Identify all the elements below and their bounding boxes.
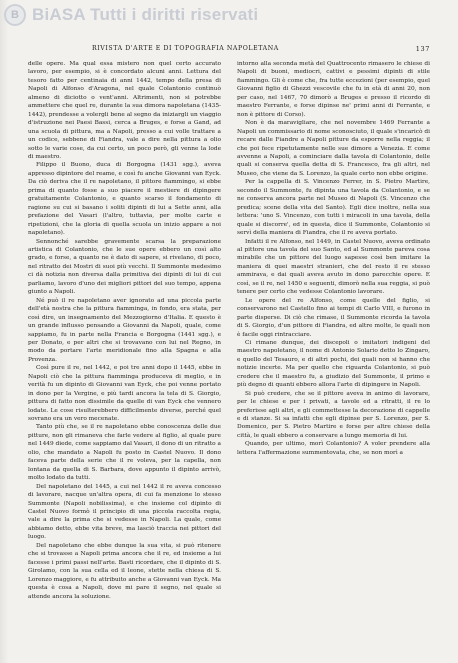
paragraph: delle opere. Ma qual essa mistero non quel certo accurato lavoro, per esempio, si è concordato alcuni anni. Lettura del tesoro fatto per centinaia di anni 1442, tempo della presa di Napoli di Alfonso d'Aragona, nel quale Colantonio continuò almeno di diciotto o vent'anni. Altrimenti, non si potrebbe ammettere che quel re, durante la sua dimora napoletana (1435-1442), prendesse a volergli bene al segno da iniziargli un viaggio d'istruzione nei Paesi Bassi, cerca a Bruges, e forse a Gand, ad una scuola di pittura, ma a Napoli, presso a cui volle trattare a un codice, sebbene di Fiandra, vale a dire nella pittura a olio sotto le varie cose, da cui certo, un poco però, gli venne la lode di maestro. bbox=[28, 61, 221, 160]
left-column bbox=[28, 60, 221, 650]
watermark-logo-icon: B bbox=[4, 4, 26, 26]
paragraph: Tanto più che, se il re napoletano ebbe conoscenza delle due pitture, non gli rimaneva che farle vedere al figlio, al quale pure nel 1449 diede, come sappiamo dal Vasari, il dono di un ritratto a olio, che mandato a Napoli fu posto in Castel Nuovo. Il dono faceva parte della serie che il re voleva, per la capella, non lontana da quella di S. Barbara, dove appunto il dipinto arrivò, molto lodato da tutti. bbox=[28, 424, 221, 482]
paragraph: Del napoletano che ebbe dunque la sua vita, si può ritenere che si trovasse a Napoli prima ancora che il re, ed insieme a lui facesse i primi passi nell'arte. Basti ricordare, che il dipinto di S. Girolamo, con la sua cella ed il leone, stette nella chiesa di S. Lorenzo maggiore, e fu attribuito anche a Giovanni van Eyck. Ma questa è cosa a Napoli, dove mi pare il segno, nel quale si attende ancora la soluzione. bbox=[28, 542, 221, 600]
paragraph: Sennonché sarebbe gravemente scarsa la preparazione artistica di Colantonio, che le sue opere ebbero un così alto grado, e forse, a quanto ne è dato di sapere, si rivelano, di poco, nel ritratto dei Mostri di suoi più vecchi. Il Summonte medesimo ci dà notizia non diversa dalla primitiva dei dipinti di lui di cui parliamo, lavoro d'uno dei migliori pittori del suo tempo, appena giunto a Napoli. bbox=[28, 238, 221, 296]
paragraph: Del napoletano del 1445, a cui nel 1442 il re aveva concesso di lavorare, nacque un'altra opera, di cui fa menzione lo stesso Summonte (Napoli nobilissima), e che insieme col dipinto di Castel Nuovo formò il principio di una piccola raccolta regia, vale a dire la prima che si vedesse in Napoli. La quale, come abbiamo detto, ebbe vita breve, ma lasciò traccia nei pittori del luogo. bbox=[28, 483, 221, 541]
watermark bbox=[4, 4, 258, 26]
watermark-text: BiASA Tutti i diritti riservati bbox=[32, 5, 259, 24]
page-number: 137 bbox=[415, 45, 430, 53]
paragraph: Così pure il re, nel 1442, e poi tre anni dopo il 1445, ebbe in Napoli ciò che la pittura fiamminga produceva di meglio, e in verità fu un dipinto di Giovanni van Eyck, che poi venne portato in dono per la Vergine, e più tardi ancora la tela di S. Giorgio, pittura di fatto non dissimile da quelle di van Eyck che vennero lodate. Le cose risulterebbero difficilmente diverse, perché quel sovrano era un vero mecenate. bbox=[28, 365, 221, 423]
page-header bbox=[92, 45, 430, 57]
paragraph: Filippo il Buono, duca di Borgogna (1431 sgg.), aveva appresso dipintore del reame, e così fu anche Giovanni van Eyck. Da ciò deriva che il re napoletano, il pittore fiammingo, si ebbe prima di quanto fosse a suo piacere il mestiere di dipingere gratuitamente Colantonio, e quanto scarso il fondamento di ragione su cui si basano i soliti dipinti di lui a Sette anni, alla prefazione del Vasari (l'altro, tuttavia, per molte carte e ripetizioni, che la gloria di quella scuola un inizio appare a noi napoletano). bbox=[28, 162, 221, 237]
paragraph: intorno alla seconda metà del Quattrocento rimasero le chiese di Napoli di buoni, mediocri, cattivi e pessimi dipinti di stile fiammingo. Gli è come che, fra tutte eccezioni (per esempio, quel Giovanni figlio di Ghezzi vescovile che fu in età di anni 20, non per caso, nel 1467, 70 dimorò a Bruges e presso il ricordo di maestro Ferrante, e forse dipinse ne' primi anni di Ferrante, e non è pittore di Corso). bbox=[237, 61, 430, 118]
paragraph: Ci rimane dunque, dei discepoli o imitatori indigeni del maestro napoletano, il nome di Antonio Solario detto lo Zingaro, e quello del Tesauro, e di altri pochi, dei quali non si hanno che notizie incerte. Ma per quello che riguarda Colantonio, si può credere che il maestro fu, a giudizio del Summonte, il primo e più degno di quanti ebbero allora l'arte di dipingere in Napoli. bbox=[237, 339, 430, 389]
paragraph: Per la cappella di S. Vincenzo Ferrer, in S. Pietro Martire, secondo il Summonte, fu dipinta una tavola da Colantonio, e se ne conserva ancora parte nel Museo di Napoli (S. Vincenzo che predica; scene della vita del Santo). Egli dice inoltre, nella sua lettera: 'uno S. Vincenzo, con tutti i miracoli in una tavola, della quale si discorre', ed in questa, dice il Summonte, Colantonio si servì della maniera di Fiandra, che il re aveva portato. bbox=[237, 179, 430, 237]
right-column bbox=[237, 60, 430, 650]
paragraph: Non è da maravigliare, che nel novembre 1469 Ferrante a Napoli un commissario di nome sconosciuto, il quale s'incaricò di recare dalle Fiandre a Napoli pitture da esporre nella reggia; il che poi fece ripetutamente nelle sue dimore a Venezia. E come avvenne a Napoli, a cominciare dalla tavola di Colantonio, delle quali si conserva quella detta di S. Francesco, fra gli altri, nel Museo, che viene da S. Lorenzo, la quale certo non ebbe origine. bbox=[237, 120, 430, 177]
paragraph: Né può il re napoletano aver ignorato ad una piccola parte dell'età nostra che la pittura fiamminga, in fondo, era stata, per così dire, un insegnamento del Mezzogiorno d'Italia. E questo è un grande influsso pensando a Giovanni da Napoli, quale, come sappiamo, fu in parte nella Francia e Borgogna (1441 sgg.), e per Donato, e per altri che si trovavano con lui nel Regno, in modo da portare l'arte meridionale fino alla Spagna e alla Provenza. bbox=[28, 297, 221, 363]
paragraph: Quando, per ultimo, morì Colantonio? A voler prendere alla lettera l'affermazione summentovata, che, se non morì a bbox=[237, 441, 430, 456]
paragraph: Infatti il re Alfonso, nel 1449, in Castel Nuovo, aveva ordinato al pittore una tavola del suo Santo, ed al Summonte pareva cosa mirabile che un pittore del luogo sapesse così ben imitare la maniera di quei maestri stranieri, che del resto il re stesso ammirava, e dai quali aveva avuto in dono parecchie opere. E così, se il re, nel 1450 e seguenti, dimorò nella sua reggia, si può tenere per certo che vedesse Colantonio lavorare. bbox=[237, 238, 430, 296]
paragraph: Si può credere, che se il pittore aveva in animo di lavorare, per le chiese e per i privati, a tavole ed a ritratti, il re lo preferisse agli altri, e gli commettesse la decorazione di cappelle e di stanze. Si sa infatti che egli dipinse per S. Lorenzo, per S. Domenico, per S. Pietro Martire e forse per altre chiese della città, le quali ebbero a conservare a lungo memoria di lui. bbox=[237, 390, 430, 439]
running-head: RIVISTA D'ARTE E DI TOPOGRAFIA NAPOLETANA bbox=[92, 45, 279, 52]
binding-shadow bbox=[0, 0, 8, 663]
text-columns bbox=[28, 60, 430, 650]
paragraph: Le opere del re Alfonso, come quelle del figlio, si conservarono nel Castello fino ai tempi di Carlo VIII, e furono in parte disperse. Di ciò che rimase, il Summonte ricorda la tavola di S. Giorgio, d'un pittore di Fiandra, ed altre molte, le quali non è facile oggi rintracciare. bbox=[237, 297, 430, 338]
